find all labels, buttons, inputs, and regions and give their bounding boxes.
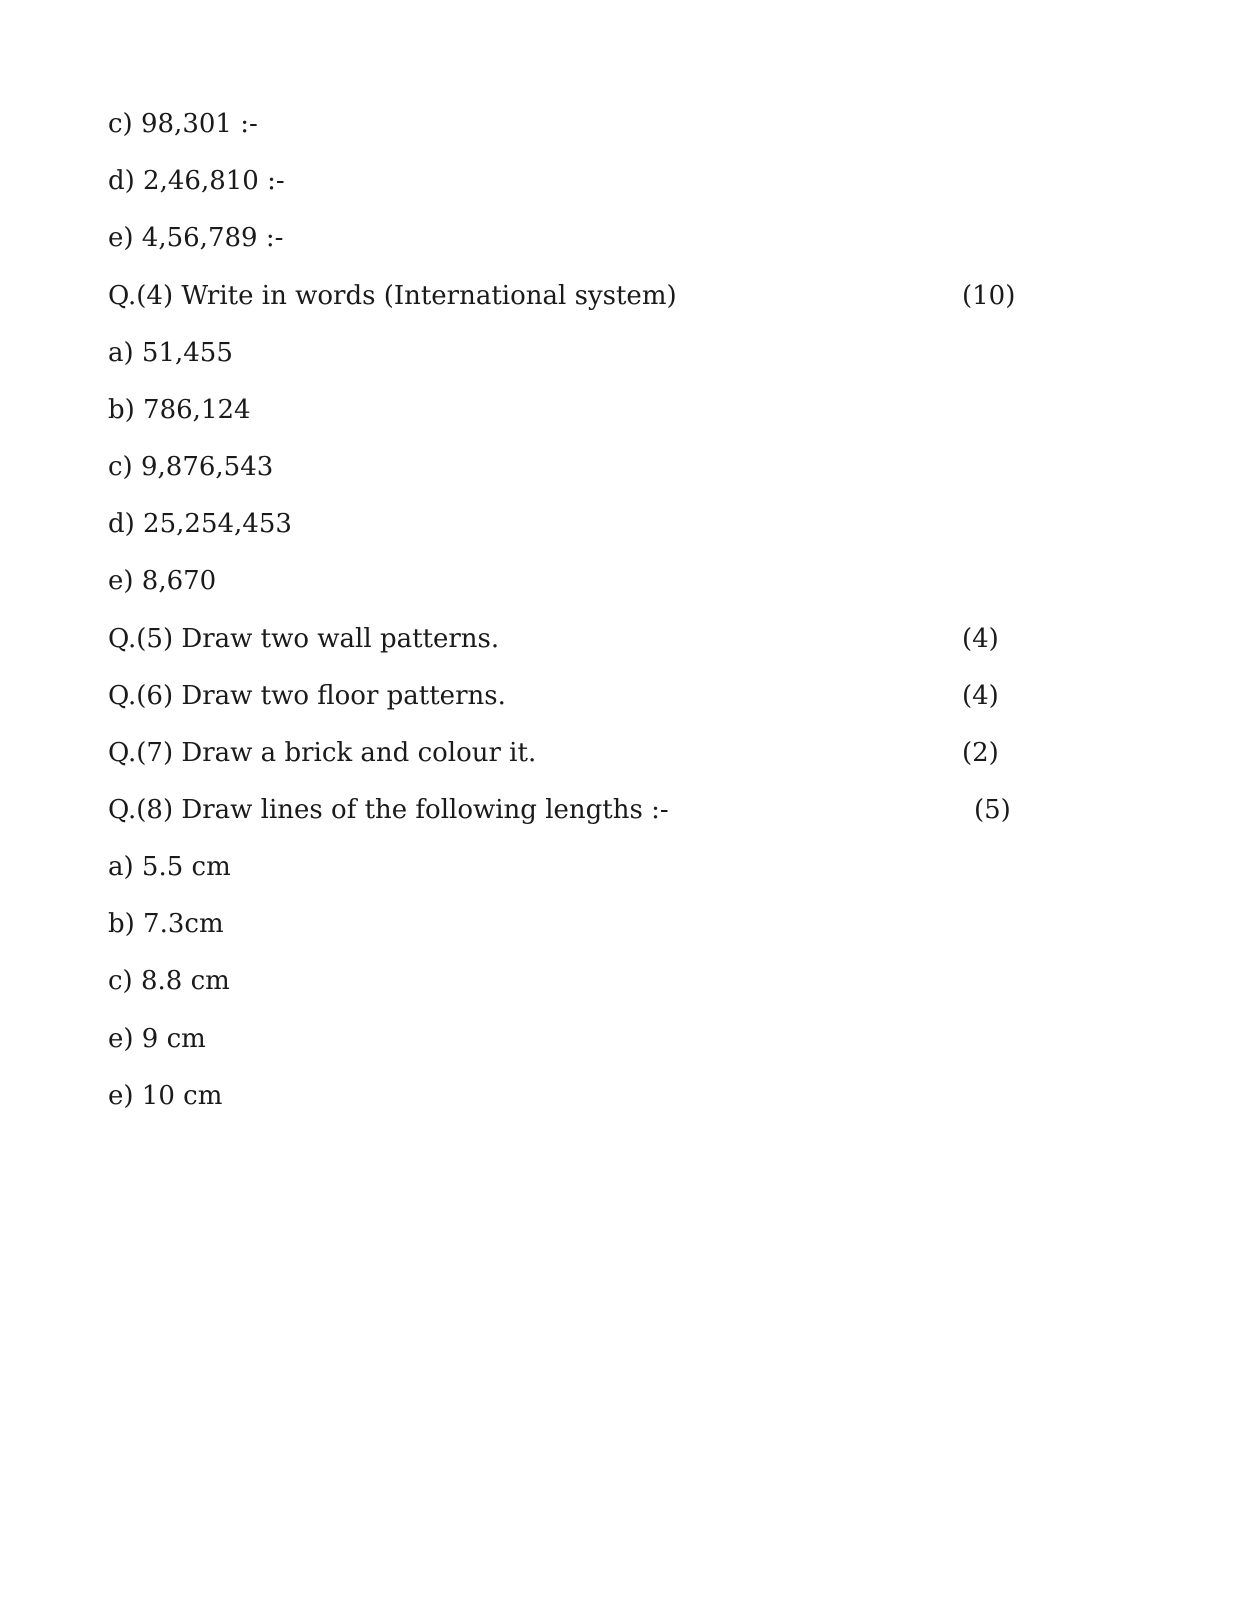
q4-item-d: d) 25,254,453: [108, 509, 292, 539]
q8-item-e-second: e) 10 cm: [108, 1081, 223, 1111]
question-4-marks: (10): [962, 281, 1016, 311]
question-5-marks: (4): [962, 624, 999, 654]
q4-item-e: e) 8,670: [108, 566, 217, 596]
question-7-heading: Q.(7) Draw a brick and colour it.: [108, 738, 537, 768]
q3-item-c: c) 98,301 :-: [108, 109, 258, 139]
question-5-row: [108, 619, 1028, 659]
q8-item-e-first: e) 9 cm: [108, 1024, 206, 1054]
question-6-row: [108, 676, 1028, 716]
q4-item-b: b) 786,124: [108, 395, 251, 425]
question-8-heading: Q.(8) Draw lines of the following lengths :-: [108, 795, 669, 825]
question-8-marks: (5): [974, 795, 1011, 825]
question-7-marks: (2): [962, 738, 999, 768]
q8-item-b: b) 7.3cm: [108, 909, 224, 939]
q8-item-a: a) 5.5 cm: [108, 852, 231, 882]
question-4-row: [108, 276, 1028, 316]
q3-item-d: d) 2,46,810 :-: [108, 166, 285, 196]
question-8-row: [108, 790, 1028, 830]
q4-item-a: a) 51,455: [108, 338, 233, 368]
question-7-row: [108, 733, 1028, 773]
question-4-heading: Q.(4) Write in words (International system): [108, 281, 677, 311]
question-5-heading: Q.(5) Draw two wall patterns.: [108, 624, 500, 654]
question-6-marks: (4): [962, 681, 999, 711]
q8-item-c: c) 8.8 cm: [108, 966, 230, 996]
q3-item-e: e) 4,56,789 :-: [108, 223, 284, 253]
q4-item-c: c) 9,876,543: [108, 452, 274, 482]
question-6-heading: Q.(6) Draw two floor patterns.: [108, 681, 506, 711]
